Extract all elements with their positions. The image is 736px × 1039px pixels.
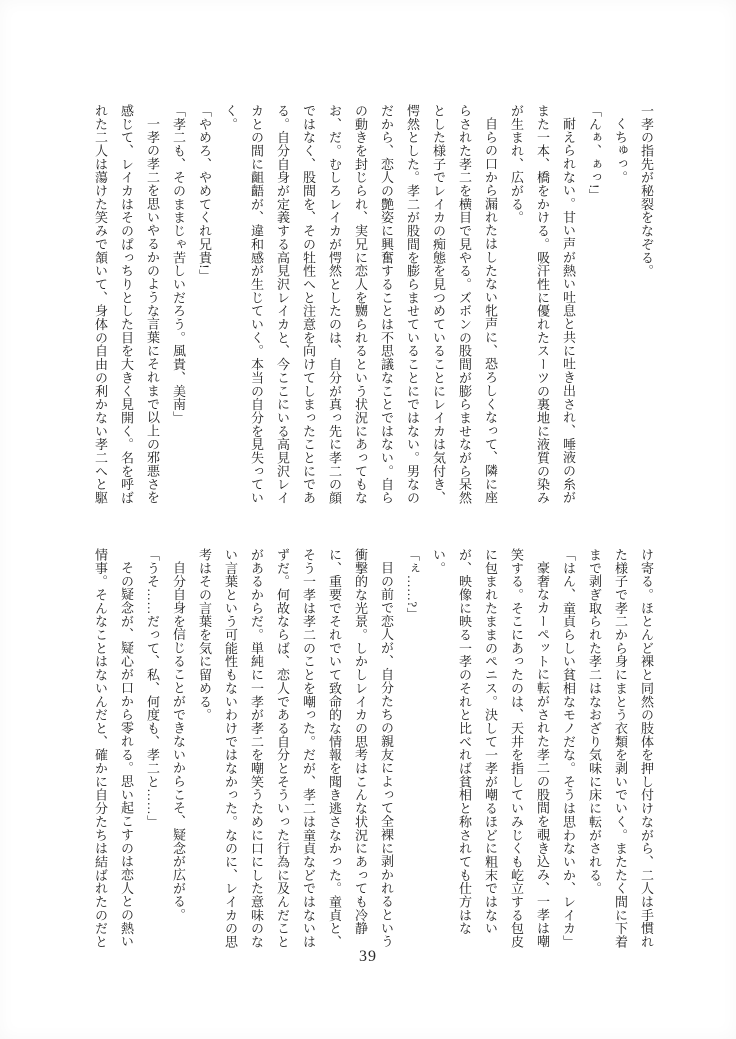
- text-column: 自らの口から漏れたはしたない牝声に、恐ろしくなって、隣に座: [483, 117, 498, 505]
- text-column: だから、恋人の艶姿に興奮することは不思議なことではない。自ら: [379, 104, 394, 505]
- text-column: 情事。そんなことはないんだと、確かに自分たちは結ばれたのだと: [93, 548, 108, 949]
- text-block-top: [87, 104, 659, 506]
- text-column: らされた孝二を横目で見やる。ズボンの股間が膨らませながら呆然: [457, 104, 472, 505]
- text-column: 考はその言葉を気に留める。: [197, 548, 212, 722]
- text-column: 一孝の孝二を思いやるかのような言葉にそれまで以上の邪悪さを: [145, 117, 160, 505]
- text-column: 「うそ……だって、私、何度も、孝二と……」: [145, 548, 160, 829]
- text-column: に、重要でそれでいて致命的な情報を聞き逃さなかった。童貞と、: [327, 548, 342, 949]
- text-column: があるからだ。単純に一孝が孝二を嘲笑うために口にした意味のな: [249, 548, 264, 949]
- text-column: れた二人は蕩けた笑みで頷いて、身体の自由の利かない孝二へと駆: [93, 104, 108, 505]
- text-block-bottom: [87, 548, 659, 950]
- text-column: 一孝の指先が秘裂をなぞる。: [639, 104, 654, 278]
- text-column: そう一孝は孝二のことを嘲った。だが、孝二は童貞などではないは: [301, 548, 316, 949]
- text-column: ではなく、股間を、その牡性へと注意を向けてしまったことにであ: [301, 104, 316, 505]
- text-column: 「ぇ……?」: [405, 548, 420, 621]
- text-column: カとの間に齟齬が、違和感が生じていく。本当の自分を見失ってい: [249, 104, 264, 505]
- text-column: た様子で孝二から身にまとう衣類を剥いでいく。またたく間に下着: [613, 548, 628, 949]
- text-column: その疑念が、疑心が口から零れる。思い起こすのは恋人との熱い: [119, 561, 134, 949]
- text-column: の動きを封じられ、実兄に恋人を嬲られるという状況にあってもな: [353, 104, 368, 505]
- text-column: 「孝二も、そのままじゃ苦しいだろう。風貴、美南」: [171, 104, 186, 425]
- page-number: 39: [359, 948, 377, 965]
- text-column: く。: [223, 104, 238, 131]
- text-column: る。自分自身が定義する高見沢レイカと、今ここにいる高見沢レイ: [275, 104, 290, 505]
- text-column: 衝撃的な光景。しかしレイカの思考はこんな状況にあっても冷静: [353, 548, 368, 936]
- text-column: また一本、橋をかける。吸汗性に優れたスーツの裏地に液質の染み: [535, 104, 550, 505]
- text-column: い言葉という可能性もないわけではなかった。なのに、レイカの思: [223, 548, 238, 949]
- text-column: 「んぁ、ぁっ!」: [587, 104, 602, 203]
- text-column: が、映像に映る一孝のそれと比べれば貧相と称されても仕方はな: [457, 548, 472, 936]
- text-column: に包まれたままのペニス。決して一孝が嘲るほどに粗末ではない: [483, 548, 498, 936]
- text-column: 目の前で恋人が、自分たちの親友によって全裸に剥かれるという: [379, 561, 394, 949]
- text-column: 豪奢なカーペットに転がされた孝二の股間を覗き込み、一孝は嘲: [535, 561, 550, 949]
- text-column: 愕然とした。孝二が股間を膨らませていることにではない。男なの: [405, 104, 420, 505]
- text-column: まで剥ぎ取られた孝二はなおざり気味に床に転がされる。: [587, 548, 602, 896]
- text-column: 耐えられない。甘い声が熱い吐息と共に吐き出され、唾液の糸が: [561, 117, 576, 505]
- text-column: ずだ。何故ならば、恋人である自分とそういった行為に及んだこと: [275, 548, 290, 949]
- text-column: とした様子でレイカの痴態を見つめていることにレイカは気付き、: [431, 104, 446, 505]
- text-column: 感じて、レイカはそのぱっちりとした目を大きく見開く。名を呼ば: [119, 104, 134, 505]
- text-column: け寄る。ほとんど裸と同然の肢体を押し付けながら、二人は手慣れ: [639, 548, 654, 949]
- text-column: 「はん、童貞らしい貧相なモノだな。そうは思わないか、レイカ」: [561, 548, 576, 949]
- text-column: い。: [431, 548, 446, 575]
- text-column: 自分自身を信じることができないからこそ、疑念が広がる。: [171, 561, 186, 922]
- text-column: が生まれ、広がる。: [509, 104, 524, 225]
- text-column: お、だ。むしろレイカが愕然としたのは、自分が真っ先に孝二の顔: [327, 104, 342, 505]
- text-column: 「やめろ、やめてくれ兄貴!」: [197, 104, 212, 283]
- text-column: くちゅっ。: [613, 117, 628, 185]
- text-column: 笑する。そこにあったのは、天井を指していみじくも屹立する包皮: [509, 548, 524, 949]
